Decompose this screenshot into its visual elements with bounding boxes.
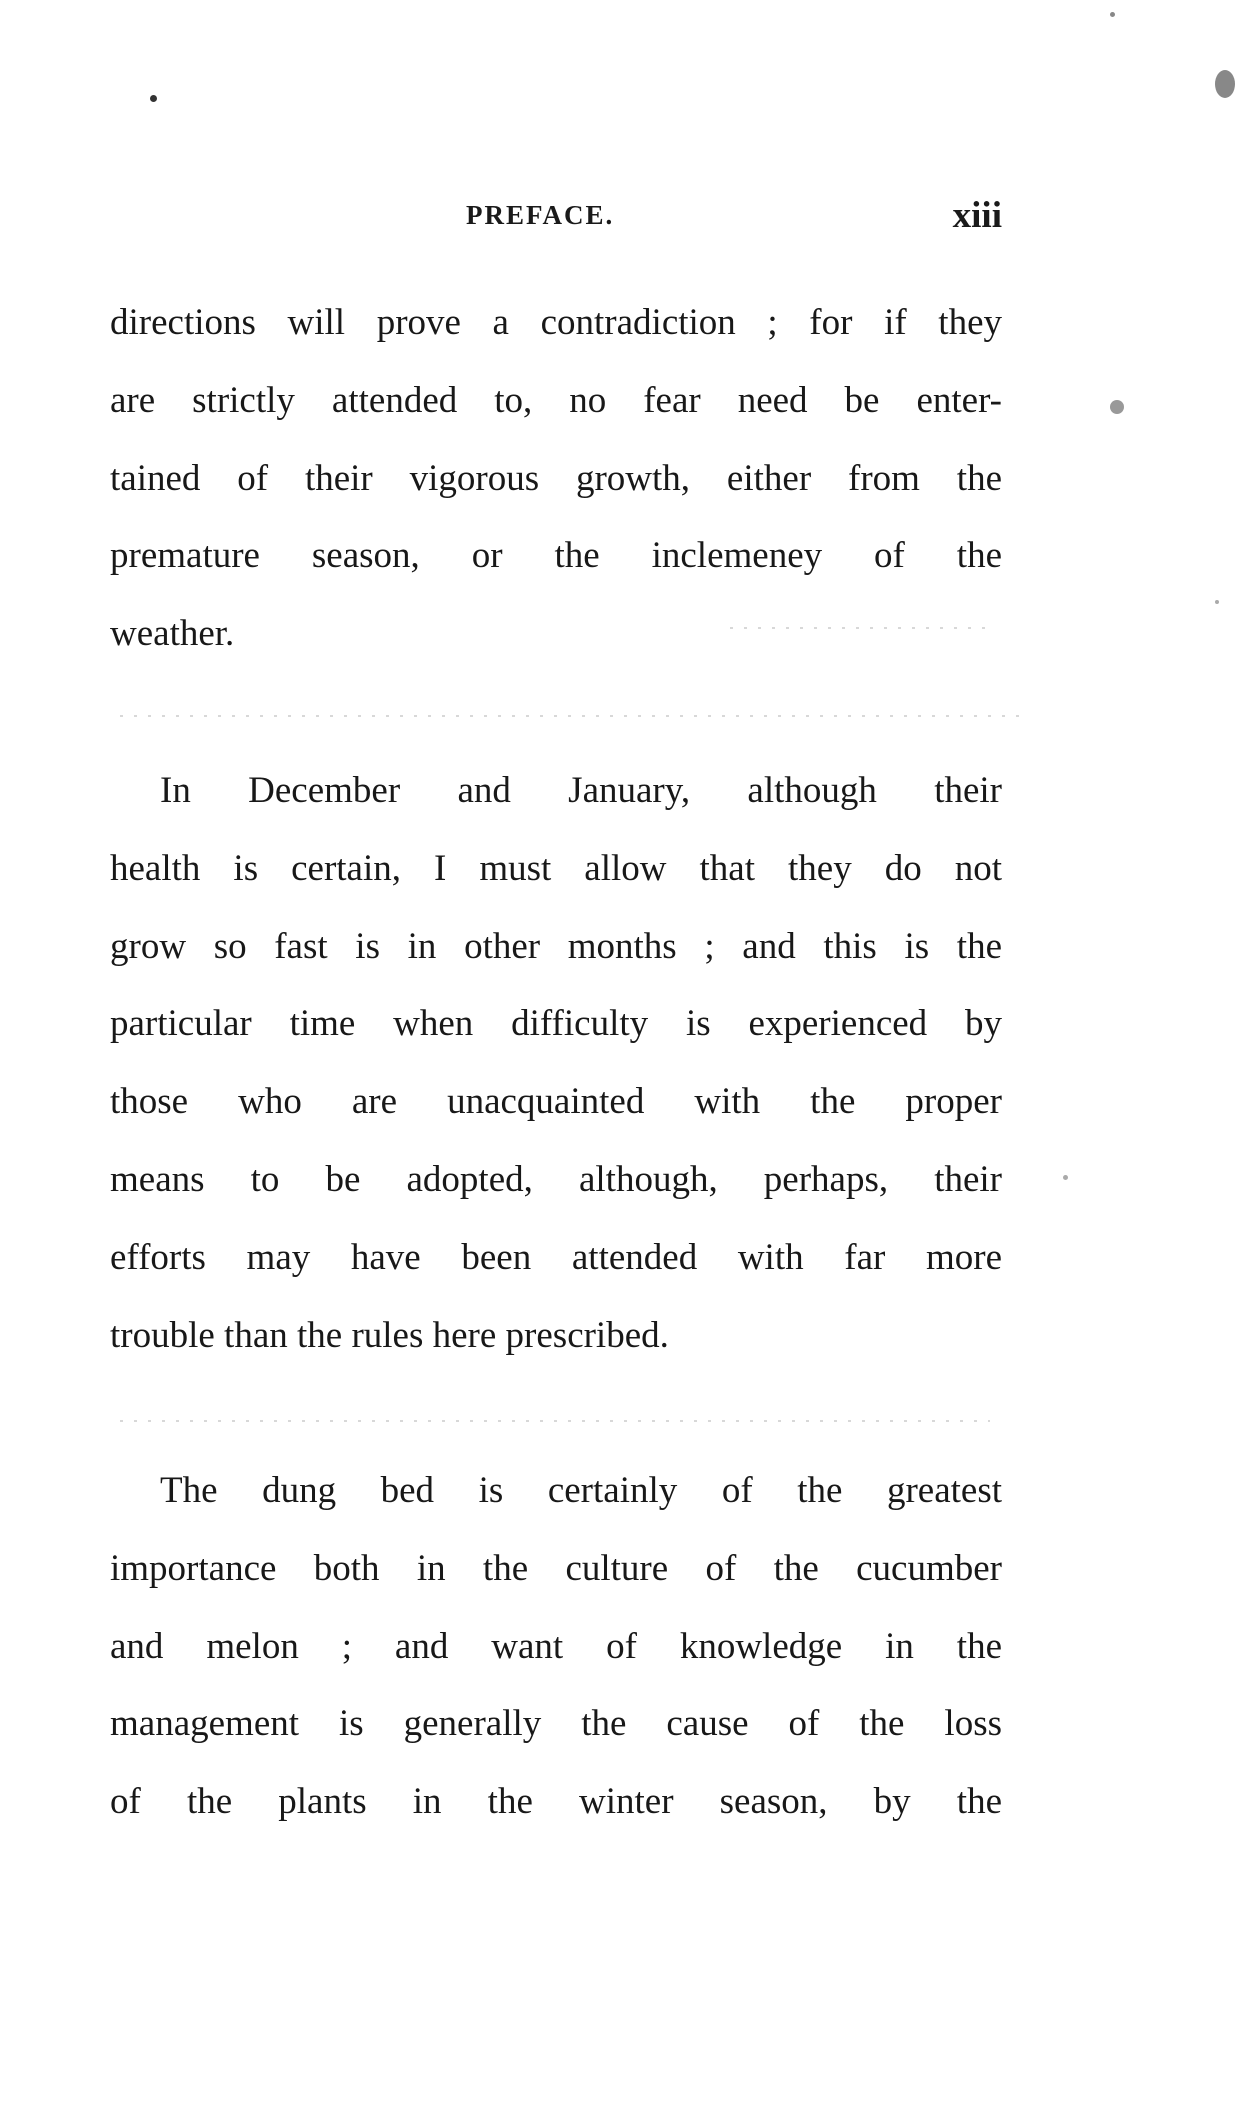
page-number: xiii [952,195,1002,236]
text-line: trouble than the rules here prescribed. [110,1314,669,1356]
scan-speck [1215,600,1219,604]
text-line: tained of their vigorous growth, either from the [110,457,1002,499]
paragraph [110,1452,1002,1841]
scan-speck [1063,1175,1068,1180]
text-line: of the plants in the winter season, by the [110,1781,1002,1823]
paragraph [110,284,1002,673]
text-line: weather. [110,613,235,655]
scan-speck [1110,400,1124,414]
text-line: those who are unacquainted with the proper [110,1081,1002,1123]
text-line: means to be adopted, although, perhaps, their [110,1158,1002,1200]
text-line: premature season, or the inclemeney of the [110,535,1002,577]
bleed-through-line [120,715,1020,717]
text-line: grow so fast is in other months ; and this is the [110,925,1002,967]
bleed-through-line [120,1420,990,1422]
text-line: health is certain, I must allow that they do not [110,847,1002,889]
text-line: In December and January, although their [160,770,1002,811]
scan-speck [1215,70,1235,98]
page-header [110,194,1002,244]
text-line: are strictly attended to, no fear need be enter- [110,379,1002,421]
text-line: management is generally the cause of the loss [110,1703,1002,1745]
text-line: particular time when difficulty is experienced by [110,1003,1002,1045]
text-line: The dung bed is certainly of the greatest [160,1470,1002,1511]
scan-speck [1110,12,1115,17]
running-head: PREFACE. [466,200,615,230]
text-line: efforts may have been attended with far more [110,1236,1002,1278]
text-line: and melon ; and want of knowledge in the [110,1625,1002,1667]
paragraph [110,752,1002,1374]
text-line: directions will prove a contradiction ; for if they [110,302,1002,343]
scan-speck [150,95,157,102]
text-line: importance both in the culture of the cucumber [110,1547,1002,1589]
